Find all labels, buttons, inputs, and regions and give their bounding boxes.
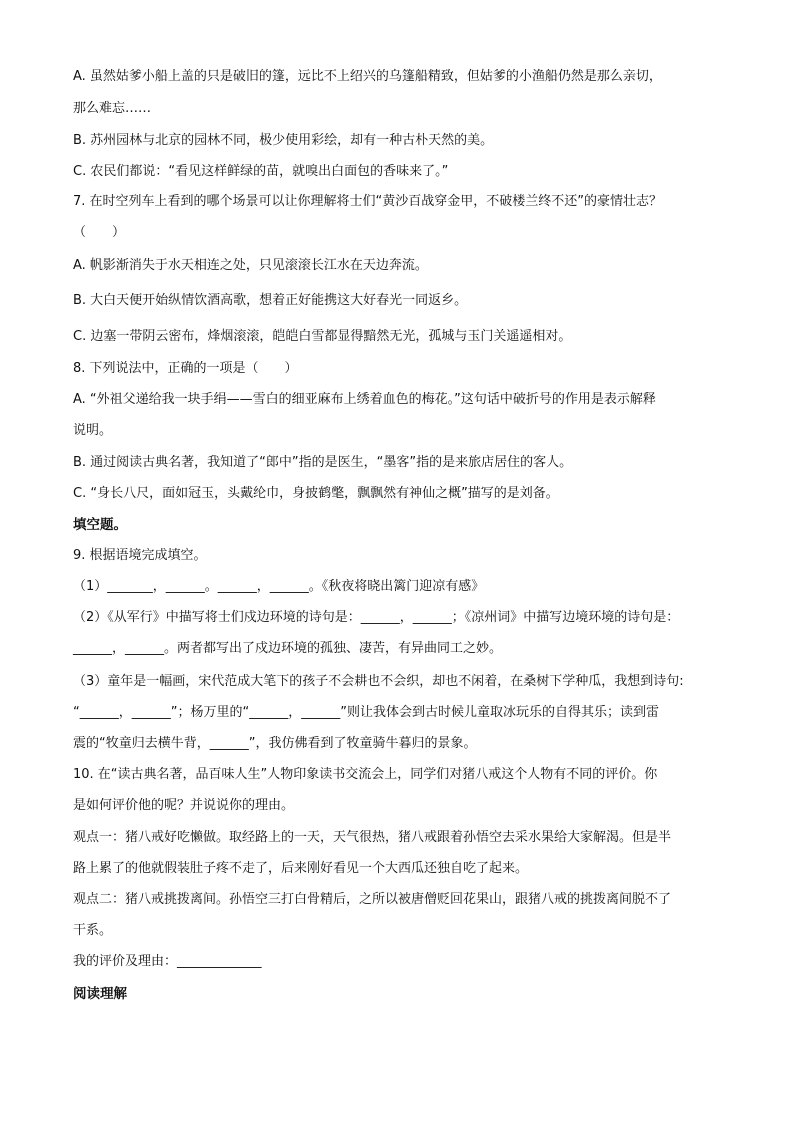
text-line: B. 通过阅读古典名著，我知道了“郎中”指的是医生，“墨客”指的是来旅店居住的客人。 bbox=[73, 455, 573, 470]
text-line: C. “身长八尺，面如冠玉，头戴纶巾，身披鹤氅，飘飘然有神仙之概”描写的是刘备。 bbox=[73, 486, 559, 501]
text-line: 7. 在时空列车上看到的哪个场景可以让你理解将士们“黄沙百战穿金甲，不破楼兰终不还”的豪情壮志？ bbox=[73, 194, 663, 209]
text-line: 我的评价及理由：_____________ bbox=[73, 954, 262, 969]
text-line: 8. 下列说法中，正确的一项是（ ） bbox=[73, 361, 298, 376]
text-line: 9. 根据语境完成填空。 bbox=[73, 548, 207, 563]
text-line: A. “外祖父递给我一块手绢——雪白的细亚麻布上绣着血色的梅花。”这句话中破折号的作用是表示解释 bbox=[73, 392, 656, 407]
text-line: “______，______”；杨万里的“______，______”则让我体会到古时候儿童取冰玩乐的自得其乐；读到雷 bbox=[73, 705, 659, 720]
text-line: （2）《从军行》中描写将士们戍边环境的诗句是：______，______；《凉州词》中描写边境环境的诗句是： bbox=[73, 610, 680, 625]
text-line: B. 苏州园林与北京的园林不同，极少使用彩绘，却有一种古朴天然的美。 bbox=[73, 133, 494, 148]
text-line: A. 虽然姑爹小船上盖的只是破旧的篷，远比不上绍兴的乌篷船精致，但姑爹的小渔船仍然是那么亲切， bbox=[73, 69, 662, 84]
text-line: （1）_______，______。______，______。《秋夜将晓出篱门迎凉有感》 bbox=[73, 579, 485, 594]
text-line: （ ） bbox=[73, 225, 126, 240]
text-line: 10. 在“读古典名著，品百味人生”人物印象读书交流会上，同学们对猪八戒这个人物有不同的评价。你 bbox=[73, 767, 658, 782]
text-line: C. 边塞一带阴云密布，烽烟滚滚，皑皑白雪都显得黯然无光，孤城与玉门关遥遥相对。 bbox=[73, 329, 572, 344]
text-line: A. 帆影渐消失于水天相连之处，只见滚滚长江水在天边奔流。 bbox=[73, 258, 428, 273]
section-heading: 阅读理解 bbox=[73, 986, 127, 1002]
text-line: （3）童年是一幅画，宋代范成大笔下的孩子不会耕也不会织，却也不闲着，在桑树下学种瓜，我想到诗句: bbox=[73, 674, 684, 689]
text-line: C. 农民们都说：“看见这样鲜绿的苗，就嗅出白面包的香味来了。” bbox=[73, 164, 449, 179]
section-heading: 填空题。 bbox=[73, 517, 127, 533]
text-line: 干系。 bbox=[73, 923, 113, 938]
text-line: ______，______。两者都写出了戍边环境的孤独、凄苦，有异曲同工之妙。 bbox=[73, 641, 503, 656]
text-line: 路上累了的他就假装肚子疼不走了，后来刚好看见一个大西瓜还独自吃了起来。 bbox=[73, 861, 529, 876]
text-line: 那么难忘…… bbox=[73, 101, 152, 116]
text-line: 观点一：猪八戒好吃懒做。取经路上的一天，天气很热，猪八戒跟着孙悟空去采水果给大家解渴。但是半 bbox=[73, 830, 672, 845]
text-line: 观点二：猪八戒挑拨离间。孙悟空三打白骨精后，之所以被唐僧贬回花果山，跟猪八戒的挑拨离间脱不了 bbox=[73, 892, 672, 907]
text-line: 说明。 bbox=[73, 423, 113, 438]
text-line: 是如何评价他的呢？并说说你的理由。 bbox=[73, 798, 295, 813]
text-line: 震的“牧童归去横牛背，______”，我仿佛看到了牧童骑牛暮归的景象。 bbox=[73, 736, 477, 751]
text-line: B. 大白天便开始纵情饮酒高歌，想着正好能携这大好春光一同返乡。 bbox=[73, 293, 468, 308]
